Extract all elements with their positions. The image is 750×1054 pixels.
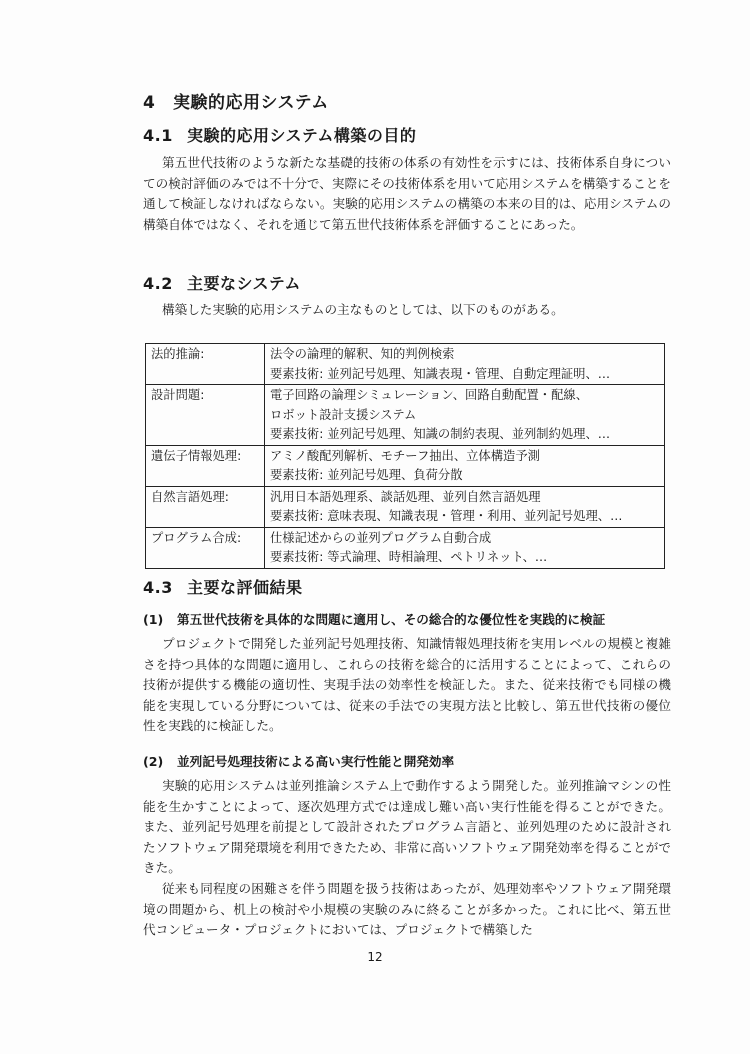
- section-title: 主要なシステム: [187, 274, 301, 293]
- description-line: 要素技術: 等式論理、時相論理、ペトリネット、…: [270, 550, 548, 564]
- table-row: [146, 486, 665, 527]
- section-number: 4.1: [143, 126, 173, 145]
- description-line: 仕様記述からの並列プログラム自動合成: [270, 530, 492, 545]
- section-title: 実験的応用システム: [173, 93, 329, 113]
- section-4-2-intro: 構築した実験的応用システムの主なものとしては、以下のものがある。: [162, 302, 564, 317]
- subsection-title: 並列記号処理技術による高い実行性能と開発効率: [177, 754, 455, 769]
- subsection-title: 第五世代技術を具体的な問題に適用し、その総合的な優位性を実践的に検証: [177, 612, 606, 627]
- subsection-number: (1): [143, 612, 164, 627]
- table-row: [146, 527, 665, 568]
- description-line: 要素技術: 並列記号処理、負荷分散: [270, 468, 463, 482]
- subsection-1-paragraph: プロジェクトで開発した並列記号処理技術、知識情報処理技術を実用レベルの規模と複雑さを持つ具体的な問題に適用し、これらの技術を総合的に活用することによって、これらの技術が提供する機能の適切性、実現手法の効率性を検証した。また、従来技術でも同様の機能を実現している分野については、従来の手法での実現方法と比較し、第五世代技術の優位性を実践的に検証した。: [143, 636, 671, 734]
- description-cell: [265, 344, 665, 385]
- description-cell: [265, 486, 665, 527]
- category-cell: 設計問題:: [146, 385, 265, 446]
- table-row: [146, 445, 665, 486]
- section-number: 4: [143, 93, 156, 113]
- category-cell: プログラム合成:: [146, 527, 265, 568]
- category-cell: 法的推論:: [146, 344, 265, 385]
- section-4-1-paragraph: 第五世代技術のような新たな基礎的技術の体系の有効性を示すには、技術体系自身についての検討評価のみでは不十分で、実際にその技術体系を用いて応用システムを構築することを通して検証しなければならない。実験的応用システムの構築の本来の目的は、応用システムの構築自体ではなく、それを通じて第五世代技術体系を評価することにあった。: [143, 155, 671, 232]
- description-line: 要素技術: 並列記号処理、知識の制約表現、並列制約処理、…: [270, 427, 611, 441]
- table-row: [146, 385, 665, 446]
- section-4-1-heading: [143, 123, 416, 146]
- description-line: アミノ酸配列解析、モチーフ抽出、立体構造予測: [270, 448, 540, 463]
- description-line: 要素技術: 並列記号処理、知識表現・管理、自動定理証明、…: [270, 366, 611, 381]
- page-number: 12: [367, 950, 383, 964]
- description-line: 要素技術: 意味表現、知識表現・管理・利用、並列記号処理、…: [270, 509, 623, 523]
- systems-table: [145, 343, 665, 569]
- section-4-heading: [143, 88, 329, 113]
- table-row: [146, 344, 665, 385]
- description-line: ロボット設計支援システム: [270, 407, 417, 422]
- description-cell: [265, 527, 665, 568]
- description-cell: [265, 445, 665, 486]
- section-number: 4.2: [143, 274, 173, 293]
- section-title: 実験的応用システム構築の目的: [187, 126, 417, 145]
- category-cell: 自然言語処理:: [146, 486, 265, 527]
- subsection-2-paragraph-1: 実験的応用システムは並列推論システム上で動作するよう開発した。並列推論マシンの性能を生かすことによって、逐次処理方式では達成し難い高い実行性能を得ることができた。また、並列記号処理を前提として設計されたプログラム言語と、並列処理のために設計されたソフトウェア開発環境を利用できたため、非常に高いソフトウェア開発効率を得ることができた。: [143, 778, 671, 876]
- section-number: 4.3: [143, 578, 173, 597]
- description-line: 汎用日本語処理系、談話処理、並列自然言語処理: [270, 489, 541, 504]
- description-cell: [265, 385, 665, 446]
- section-title: 主要な評価結果: [187, 578, 303, 597]
- description-line: 法令の論理的解釈、知的判例検索: [270, 347, 455, 361]
- subsection-1-heading: [143, 609, 605, 628]
- section-4-2-heading: [143, 271, 301, 294]
- subsection-2-paragraph-2: 従来も同程度の困難さを伴う問題を扱う技術はあったが、処理効率やソフトウェア開発環境の問題から、机上の検討や小規模の実験のみに終ることが多かった。これに比べ、第五世代コンピュータ・プロジェクトにおいては、プロジェクトで構築した: [143, 881, 671, 938]
- section-4-3-heading: [143, 575, 303, 598]
- description-line: 電子回路の論理シミュレーション、回路自動配置・配線、: [270, 388, 588, 402]
- subsection-2-heading: [143, 751, 454, 770]
- subsection-number: (2): [143, 754, 164, 769]
- category-cell: 遺伝子情報処理:: [146, 445, 265, 486]
